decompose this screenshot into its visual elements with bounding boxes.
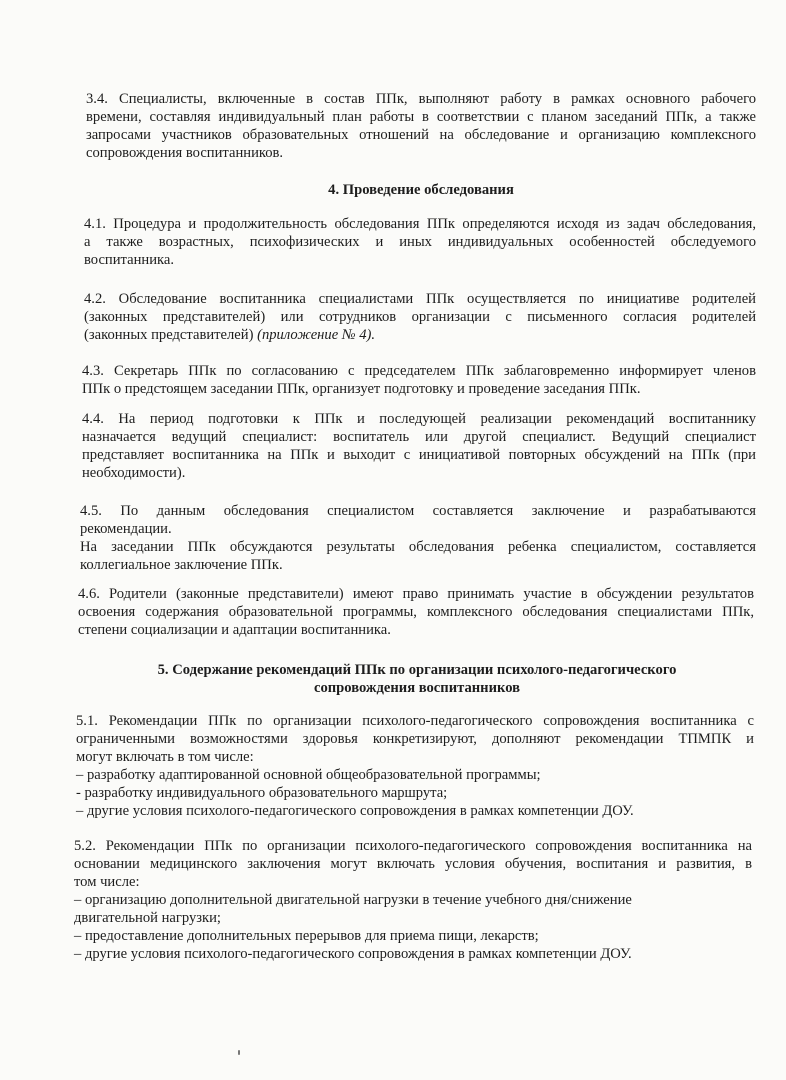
paragraph-line: На заседании ППк обсуждаются результаты обследования ребенка специалистом, составляется (80, 539, 756, 555)
scan-speck (238, 1050, 240, 1055)
paragraph-line: степени социализации и адаптации воспитанника. (78, 622, 391, 638)
paragraph-line: назначается ведущий специалист: воспитатель или другой специалист. Ведущий специалист (82, 429, 756, 445)
paragraph-line: основании медицинского заключения могут включать условия обучения, воспитания и развития, в (74, 856, 752, 872)
paragraph-line: освоения содержания образовательной программы, комплексного обследования специалистами ППк, (78, 604, 754, 620)
paragraph-line: представляет воспитанника на ППк и выходит с инициативой повторных обсуждений на ППк (при (82, 447, 756, 463)
list-item: двигательной нагрузки; (74, 910, 221, 926)
list-item: – предоставление дополнительных перерывов для приема пищи, лекарств; (74, 928, 539, 944)
paragraph-5-2 (74, 837, 752, 891)
section-heading-5 (80, 661, 754, 697)
paragraph-line: 3.4. Специалисты, включенные в состав ППк, выполняют работу в рамках основного рабочего (86, 91, 756, 107)
list-item: - разработку индивидуального образовательного маршрута; (76, 785, 448, 801)
recommendation-list-5-1 (76, 766, 634, 820)
paragraph-line: 5.2. Рекомендации ППк по организации психолого-педагогического сопровождения воспитанника на (74, 838, 752, 854)
paragraph-4-6 (78, 585, 754, 639)
paragraph-line: том числе: (74, 874, 140, 890)
paragraph-3-4 (86, 90, 756, 162)
paragraph-line: коллегиальное заключение ППк. (80, 557, 283, 573)
paragraph-line: необходимости). (82, 465, 186, 481)
paragraph-line: воспитанника. (84, 252, 175, 268)
paragraph-5-1 (76, 712, 754, 766)
paragraph-line: времени, составляя индивидуальный план работы в соответствии с планом заседаний ППк, а также (86, 109, 756, 125)
heading-line: 5. Содержание рекомендаций ППк по организации психолого-педагогического (157, 662, 677, 678)
paragraph-line: 4.6. Родители (законные представители) имеют право принимать участие в обсуждении результатов (78, 586, 754, 602)
paragraph-line: сопровождения воспитанников. (86, 145, 284, 161)
paragraph-4-4 (82, 410, 756, 482)
paragraph-line: (законных представителей) или сотрудников организации с письменного согласия родителей (84, 309, 756, 325)
paragraph-line: 4.3. Секретарь ППк по согласованию с председателем ППк заблаговременно информирует членов (82, 363, 756, 379)
paragraph-4-1 (84, 215, 756, 269)
list-item: – разработку адаптированной основной общеобразовательной программы; (76, 767, 541, 783)
paragraph-line: 4.1. Процедура и продолжительность обследования ППк определяются исходя из задач обследования, (84, 216, 756, 232)
heading-line: сопровождения воспитанников (313, 680, 521, 696)
paragraph-4-3 (82, 362, 756, 398)
paragraph-line: запросами участников образовательных отношений на обследование и организацию комплексного (86, 127, 756, 143)
appendix-reference: (приложение № 4). (257, 327, 376, 343)
paragraph-text: (законных представителей) (84, 327, 258, 343)
paragraph-line: 4.2. Обследование воспитанника специалистами ППк осуществляется по инициативе родителей (84, 291, 756, 307)
paragraph-line: ограниченными возможностями здоровья конкретизируют, дополняют рекомендации ТПМПК и (76, 731, 754, 747)
list-item: – организацию дополнительной двигательной нагрузки в течение учебного дня/снижение (74, 892, 632, 908)
paragraph-4-5 (80, 502, 756, 574)
paragraph-line: 4.5. По данным обследования специалистом составляется заключение и разрабатываются (80, 503, 756, 519)
paragraph-line: а также возрастных, психофизических и иных индивидуальных особенностей обследуемого (84, 234, 756, 250)
paragraph-line: 5.1. Рекомендации ППк по организации психолого-педагогического сопровождения воспитанника с (76, 713, 754, 729)
list-item: – другие условия психолого-педагогического сопровождения в рамках компетенции ДОУ. (74, 946, 632, 962)
paragraph-line: рекомендации. (80, 521, 172, 537)
list-item: – другие условия психолого-педагогического сопровождения в рамках компетенции ДОУ. (76, 803, 634, 819)
paragraph-line (84, 326, 756, 344)
paragraph-line: могут включать в том числе: (76, 749, 254, 765)
paragraph-line: ППк о предстоящем заседании ППк, организует подготовку и проведение заседания ППк. (82, 381, 641, 397)
section-heading-4: 4. Проведение обследования (328, 182, 514, 198)
paragraph-line: 4.4. На период подготовки к ППк и последующей реализации рекомендаций воспитаннику (82, 411, 756, 427)
paragraph-4-2 (84, 290, 756, 344)
recommendation-list-5-2 (74, 891, 632, 963)
